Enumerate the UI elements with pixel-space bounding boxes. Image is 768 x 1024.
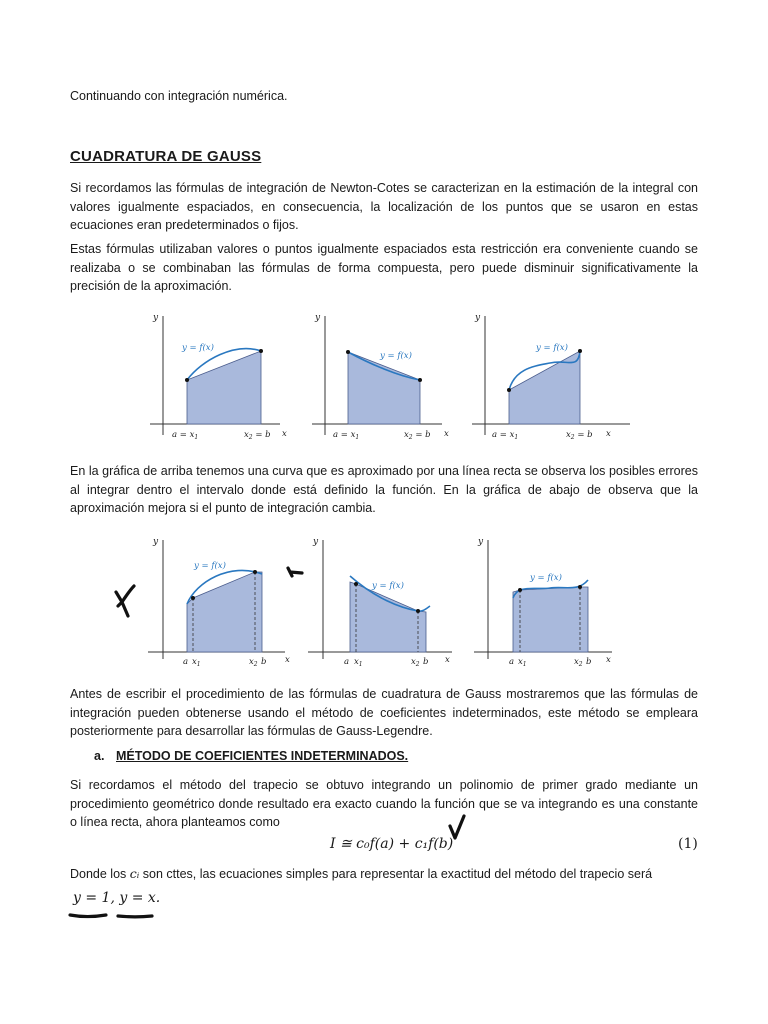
graph-top-1 (150, 313, 287, 441)
graph-bottom-3 (474, 537, 612, 668)
x1-label: x (518, 657, 523, 667)
svg-text:a = x1 (492, 430, 518, 441)
x2-sub: 2 (415, 661, 420, 668)
x-axis-label: x (282, 429, 287, 439)
paragraph-coeficientes: Antes de escribir el procedimiento de las fórmulas de cuadratura de Gauss mostraremos que las fórmulas de integración pueden obtenerse usando el método de coeficientes indeterminados, este método se empleara posteriormente para desarrollar las fórmulas de Gauss-Legendre. (70, 687, 698, 739)
curve-label: y = f(x) (372, 581, 404, 591)
subsection-heading (94, 749, 408, 763)
y-axis-label: y (313, 537, 319, 547)
left-limit-sub: 1 (514, 434, 519, 441)
paragraph-restriction: Estas fórmulas utilizaban valores o puntos igualmente espaciados esta restricción era conveniente cuando se realizaba o se combinaban las fórmulas de forma compuesta, pero puede disminuir significativamente la precisión de la aproximación. (70, 242, 698, 294)
graph-bottom-2 (308, 537, 452, 668)
left-limit-label: a = x (333, 430, 356, 440)
right-limit-label: x (566, 430, 571, 440)
intro-text: Continuando con integración numérica. (70, 89, 288, 103)
graph-top-3 (472, 313, 630, 441)
svg-text:x1 (192, 657, 201, 668)
pen-mark-dash (284, 564, 306, 582)
right-limit-sub: 2 (248, 434, 253, 441)
equation-1-number: (1) (678, 836, 698, 852)
svg-text:x2 (249, 657, 258, 668)
x-axis-label: x (444, 429, 449, 439)
paragraph-cttes-start: Donde los (70, 867, 130, 881)
equation-2: y = 1, y = x. (73, 890, 161, 906)
a-label: a (344, 657, 350, 667)
y-axis-label: y (153, 313, 159, 323)
right-limit-label: x (244, 430, 249, 440)
paragraph-newton-cotes: Si recordamos las fórmulas de integración de Newton-Cotes se caracterizan en la estimación de la integral con valores igualmente espaciados, en consecuencia, la localización de los puntos que se usaron en estas ecuaciones eran predeterminados o fijos. (70, 181, 698, 233)
curve-label: y = f(x) (536, 343, 568, 353)
coefficient-ci: cᵢ (129, 866, 140, 881)
svg-text:x1 (518, 657, 527, 668)
figure-bottom (140, 532, 630, 672)
y-axis-label: y (315, 313, 321, 323)
x1-sub: 1 (358, 661, 363, 668)
x2-label: x (249, 657, 254, 667)
a-label: a (509, 657, 515, 667)
x1-label: x (192, 657, 197, 667)
pen-mark-check-left (110, 582, 140, 620)
b-label: b (423, 657, 429, 667)
svg-text:x2 (411, 657, 420, 668)
right-limit-label: x (404, 430, 409, 440)
x-axis-label: x (445, 655, 450, 665)
paragraph-graph-explanation: En la gráfica de arriba tenemos una curva que es aproximado por una línea recta se observa los posibles errores al integrar dentro el intervalo donde está definido la función. En la gráfica de abajo de observa que la aproximación mejora si el punto de integración cambia. (70, 464, 698, 516)
x-axis-label: x (606, 429, 611, 439)
x2-sub: 2 (253, 661, 258, 668)
subsection-number: a. (94, 749, 105, 763)
right-limit-suffix: = b (252, 430, 271, 440)
svg-text:x2 = b (566, 430, 593, 441)
graph-top-2 (312, 313, 449, 441)
y-axis-label: y (475, 313, 481, 323)
curve-label: y = f(x) (380, 351, 412, 361)
paragraph-trapecio: Si recordamos el método del trapecio se obtuvo integrando un polinomio de primer grado mediante un procedimiento geométrico donde resultado era exacto cuando la función que se va integrando es una constante o línea recta, ahora planteamos como (70, 778, 698, 830)
x-axis-label: x (606, 655, 611, 665)
right-limit-suffix: = b (574, 430, 593, 440)
x1-label: x (354, 657, 359, 667)
subsection-title: MÉTODO DE COEFICIENTES INDETERMINADOS. (116, 749, 409, 763)
svg-text:x1 (354, 657, 363, 668)
a-label: a (183, 657, 189, 667)
x-axis-label: x (285, 655, 290, 665)
x1-sub: 1 (196, 661, 201, 668)
b-label: b (586, 657, 592, 667)
right-limit-suffix: = b (412, 430, 431, 440)
graph-bottom-1 (148, 537, 290, 668)
x2-label: x (411, 657, 416, 667)
svg-text:x2 (574, 657, 583, 668)
curve-label: y = f(x) (530, 573, 562, 583)
right-limit-sub: 2 (570, 434, 575, 441)
paragraph-cttes (70, 865, 698, 884)
equation-1: I ≅ c₀f(a) + c₁f(b) (330, 836, 454, 852)
left-limit-label: a = x (172, 430, 195, 440)
paragraph-cttes-end: son cttes, las ecuaciones simples para representar la exactitud del método del trapecio será (139, 867, 653, 881)
left-limit-label: a = x (492, 430, 515, 440)
left-limit-sub: 1 (194, 434, 199, 441)
svg-text:a = x1 (333, 430, 359, 441)
figure-top (140, 308, 640, 448)
svg-text:x2 = b (404, 430, 431, 441)
x2-label: x (574, 657, 579, 667)
y-axis-label: y (153, 537, 159, 547)
curve-label: y = f(x) (194, 561, 226, 571)
left-limit-sub: 1 (355, 434, 360, 441)
right-limit-sub: 2 (408, 434, 413, 441)
svg-text:a = x1 (172, 430, 198, 441)
b-label: b (261, 657, 267, 667)
section-title: CUADRATURA DE GAUSS (70, 148, 262, 165)
x2-sub: 2 (578, 661, 583, 668)
svg-text:x2 = b (244, 430, 271, 441)
curve-label: y = f(x) (182, 343, 214, 353)
x1-sub: 1 (522, 661, 527, 668)
y-axis-label: y (478, 537, 484, 547)
pen-underline (66, 910, 158, 922)
